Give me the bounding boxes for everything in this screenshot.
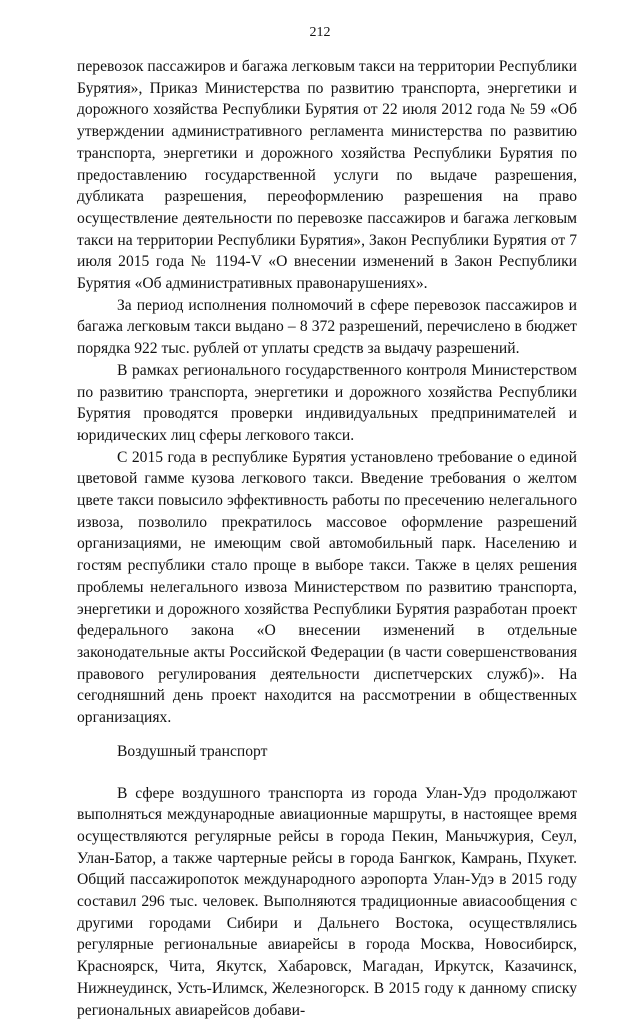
section-heading: Воздушный транспорт [77,729,577,783]
paragraph-regional-control: В рамках регионального государственного контроля Министерством по развитию транспорта, энергетики и дорожного хозяйства Республики Бурятия проводятся проверки индивидуальных предпринимателей и юридических лиц сферы легкового такси. [77,360,577,447]
page-number: 212 [0,23,640,43]
paragraph-taxi-color: С 2015 года в республике Бурятия установлено требование о единой цветовой гамме кузова легкового такси. Введение требования о желтом цвете такси повысило эффективность работы по пресечению нелегального извоза, позволило прекратилось массовое оформление разрешений организациями, не имеющим свой автомобильный парк. Населению и гостям республики стало проще в выборе такси. Также в целях решения проблемы нелегального извоза Министерством по развитию транспорта, энергетики и дорожного хозяйства Республики Бурятия разработан проект федерального закона «О внесении изменений в отдельные законодательные акты Российской Федерации (в части совершенствования правового регулирования деятельности диспетчерских служб)». На сегодняшний день проект находится на рассмотрении в общественных организациях. [77,447,577,729]
paragraph-air-transport: В сфере воздушного транспорта из города Улан-Удэ продолжают выполняться международные авиационные маршруты, в настоящее время осуществляются регулярные рейсы в города Пекин, Маньчжурия, Сеул, Улан-Батор, а также чартерные рейсы в города Бангкок, Камрань, Пхукет. Общий пассажиропоток международного аэропорта Улан-Удэ в 2015 году составил 296 тыс. человек. Выполняются традиционные авиасообщения с другими городами Сибири и Дальнего Востока, осуществлялись регулярные региональные авиарейсы в города Москва, Новосибирск, Красноярск, Чита, Якутск, Хабаровск, Магадан, Иркутск, Казачинск, Нижнеудинск, Усть-Илимск, Железногорск. В 2015 году к данному списку региональных авиарейсов добави- [77,783,577,1021]
paragraph-permits-issued: За период исполнения полномочий в сфере перевозок пассажиров и багажа легковым такси выдано – 8 372 разрешений, перечислено в бюджет порядка 922 тыс. рублей от уплаты средств за выдачу разрешений. [77,295,577,360]
paragraph-regulations: перевозок пассажиров и багажа легковым такси на территории Республики Бурятия», Приказ Министерства по развитию транспорта, энергетики и дорожного хозяйства Республики Бурятия от 22 июля 2012 года № 59 «Об утверждении административного регламента министерства по развитию транспорта, энергетики и дорожного хозяйства Республики Бурятия по предоставлению государственной услуги по выдаче разрешения, дубликата разрешения, переоформлению разрешения на право осуществление деятельности по перевозке пассажиров и багажа легковым такси на территории Республики Бурятия», Закон Республики Бурятия от 7 июля 2015 года № 1194-V «О внесении изменений в Закон Республики Бурятия «Об административных правонарушениях». [77,56,577,295]
document-body [77,56,577,1021]
